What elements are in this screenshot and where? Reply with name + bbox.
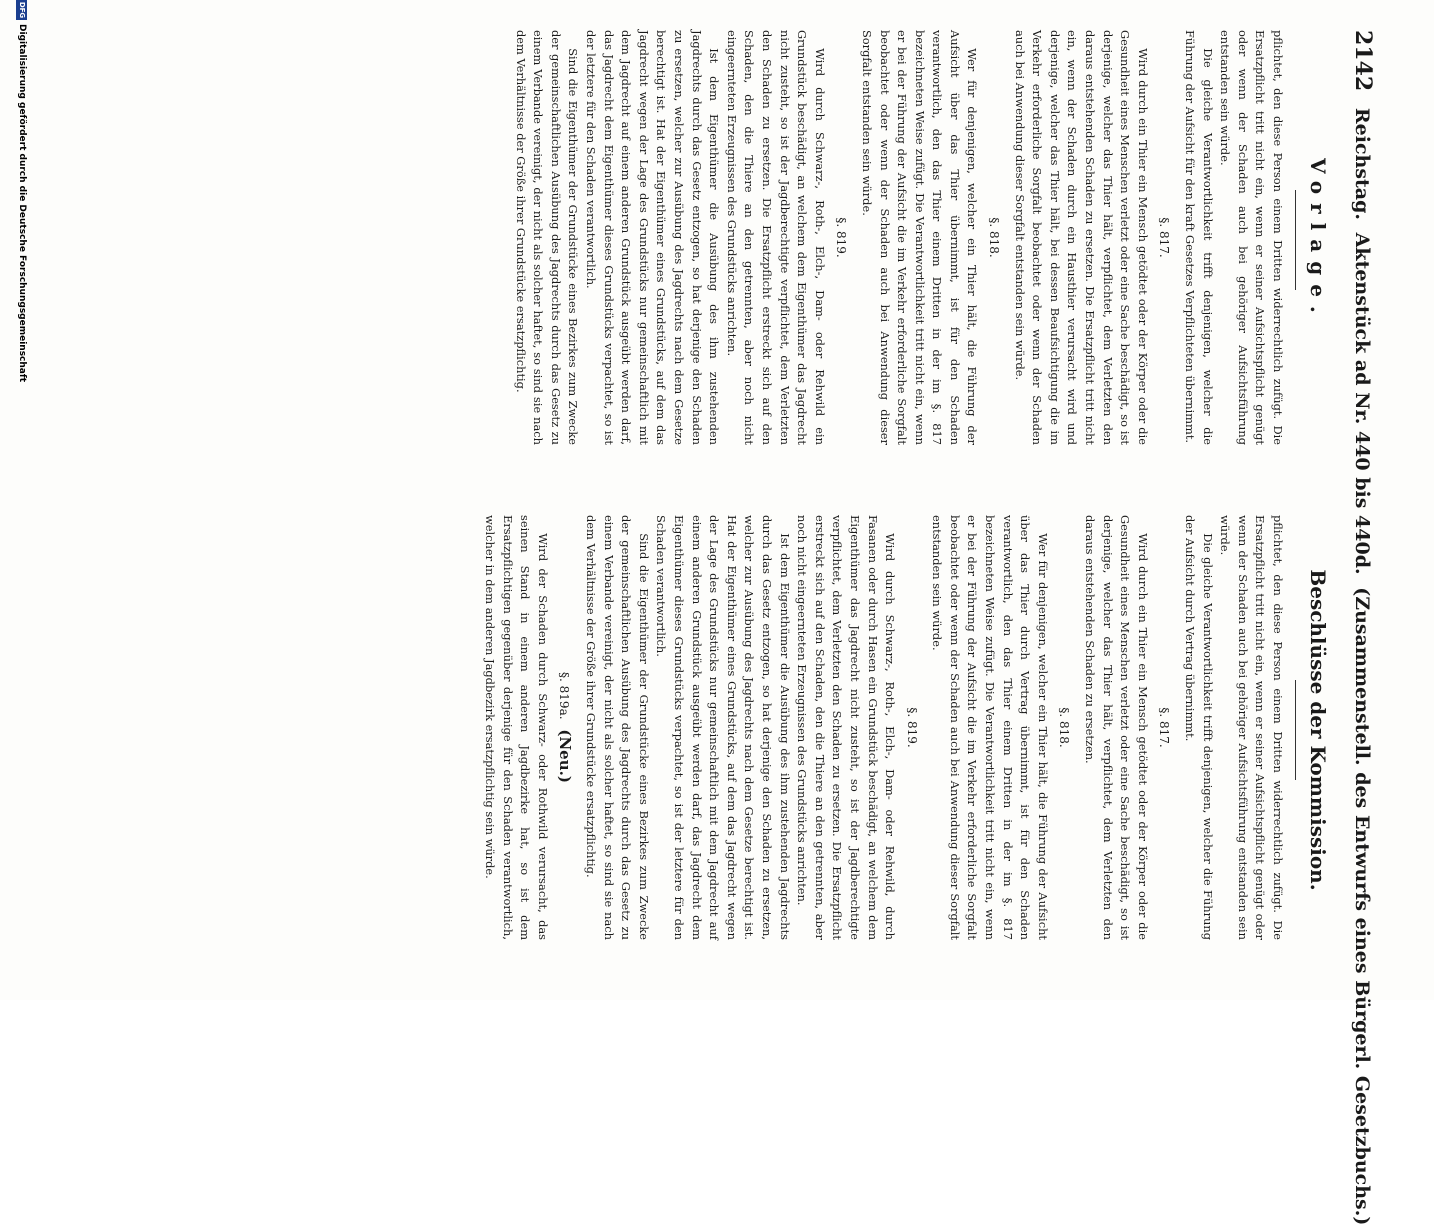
paragraph: Ist dem Eigenthümer die Ausübung des ihm zustehenden Jagdrechts durch das Gesetz entzogen, so hat derjenige den Schaden zu ersetzen, welcher zur Ausübung des Jagdrechts nach dem Gesetze berechtigt ist. Hat der Eigenthümer eines Grundstücks, auf dem das Jagdrecht wegen der Lage des Grundstücks nur gemeinschaftlich mit dem Jagdrecht auf einem anderen Grundstück ausgeübt werden darf, das Jagdrecht dem Eigenthümer dieses Grundstücks verpachtet, so ist der letztere für den Schaden verantwortlich. xyxy=(584,30,722,445)
dfg-logo: DFG xyxy=(18,1,26,19)
paragraph: Wird durch Schwarz-, Roth-, Elch-, Dam- oder Rehwild, durch Fasanen oder durch Hasen ein Grundstück beschädigt, an welchem dem Eigenthümer das Jagdrecht nicht zusteht, so ist der Jagdberechtigte verpflichtet, dem Verletzten den Schaden zu ersetzen. Die Ersatzpflicht erstreckt sich auf den Schaden, den die Thiere an den getrennten, aber noch nicht eingeernteten Erzeugnissen des Grundstücks anrichten. xyxy=(795,515,898,940)
section-title: §. 818. xyxy=(987,217,1002,258)
section-title: §. 818. xyxy=(1057,707,1072,748)
header-title: Aktenstück ad Nr. 440 bis 440d. xyxy=(1351,232,1373,575)
header-subtitle: (Zusammenstell. des Entwurfs eines Bürgerl. Gesetzbuchs.) xyxy=(1351,587,1373,1225)
page-header xyxy=(1336,30,1376,1225)
right-column xyxy=(480,515,1286,940)
page-number: 2142 xyxy=(1350,30,1376,92)
paragraph: Wird durch ein Thier ein Mensch getödtet oder der Körper oder die Gesundheit eines Menschen verletzt oder eine Sache beschädigt, so ist derjenige, welcher das Thier hält, verpflichtet, dem Verletzten den daraus entstehenden Schaden zu ersetzen. Die Ersatzpflicht tritt nicht ein, wenn der Schaden durch ein Hausthier verursacht wird und derjenige, welcher das Thier hält, bei dessen Beaufsichtigung die im Verkehr erforderliche Sorgfalt beobachtet oder wenn der Schaden auch bei Anwendung dieser Sorgfalt entstanden sein würde. xyxy=(1012,30,1150,445)
left-heading-rule xyxy=(1295,190,1296,290)
paragraph: Wird durch ein Thier ein Mensch getödtet oder der Körper oder die Gesundheit eines Menschen verletzt oder eine Sache beschädigt, so ist derjenige, welcher das Thier hält, verpflichtet, dem Verletzten den daraus entstehenden Schaden zu ersetzen. xyxy=(1083,515,1150,940)
section-title: §. 817. xyxy=(1157,217,1172,258)
paragraph: Die gleiche Verantwortlichkeit trifft denjenigen, welcher die Führung der Aufsicht für den kraft Gesetzes Verpflichteten übernimmt. xyxy=(1183,30,1215,445)
section-title-819a xyxy=(555,515,574,940)
paragraph: Die gleiche Verantwortlichkeit trifft denjenigen, welcher die Führung der Aufsicht durch Vertrag übernimmt. xyxy=(1183,515,1215,940)
paragraph: Ist dem Eigenthümer die Ausübung des ihm zustehenden Jagdrechts durch das Gesetz entzogen, so hat derjenige den Schaden zu ersetzen, welcher zur Ausübung des Jagdrechts nach dem Gesetze berechtigt ist. Hat der Eigenthümer eines Grundstücks, auf dem das Jagdrecht wegen der Lage des Grundstücks nur gemeinschaftlich mit dem Jagdrecht auf einem anderen Grundstück ausgeübt werden darf, das Jagdrecht dem Eigenthümer dieses Grundstücks verpachtet, so ist der letztere für den Schaden verantwortlich. xyxy=(654,515,792,940)
section-title: §. 817. xyxy=(1157,707,1172,748)
digitization-footer xyxy=(8,0,30,1000)
paragraph: Wird durch Schwarz-, Roth-, Elch-, Dam- oder Rehwild ein Grundstück beschädigt, an welchem dem Eigenthümer das Jagdrecht nicht zusteht, so ist der Jagdberechtigte verpflichtet, dem Verletzten den Schaden zu ersetzen. Die Ersatzpflicht erstreckt sich auf den Schaden, den die Thiere an den getrennten, aber noch nicht eingeernteten Erzeugnissen des Grundstücks anrichten. xyxy=(724,30,827,445)
right-heading-rule xyxy=(1295,680,1296,780)
left-column-heading: Vorlage. xyxy=(1306,158,1330,322)
paragraph: pflichtet, den diese Person einem Dritten widerrechtlich zufügt. Die Ersatzpflicht tritt nicht ein, wenn er seiner Aufsichtspflicht genügt oder wenn der Schaden auch bei gehöriger Aufsichtsführung entstanden sein würde. xyxy=(1218,30,1285,445)
footer-text: Digitalisierung gefördert durch die Deutsche Forschungsgemeinschaft xyxy=(17,24,27,383)
paragraph: Wer für denjenigen, welcher ein Thier hält, die Führung der Aufsicht über das Thier übernimmt, ist für den Schaden verantwortlich, den das Thier einem Dritten in der im §. 817 bezeichneten Weise zufügt. Die Verantwortlichkeit tritt nicht ein, wenn er bei der Führung der Aufsicht die im Verkehr erforderliche Sorgfalt beobachtet oder wenn der Schaden auch bei Anwendung dieser Sorgfalt entstanden sein würde. xyxy=(859,30,980,445)
section-title: §. 819. xyxy=(904,707,919,748)
paragraph: pflichtet, den diese Person einem Dritten widerrechtlich zufügt. Die Ersatzpflicht tritt nicht ein, wenn er seiner Aufsichtspflicht genügt oder wenn der Schaden auch bei gehöriger Aufsichtsführung entstanden sein würde. xyxy=(1218,515,1285,940)
paragraph: Wird der Schaden durch Schwarz- oder Rothwild verursacht, das seinen Stand in einem anderen Jagdbezirke hat, so ist dem Ersatzpflichtigen gegenüber derjenige für den Schaden verantwortlich, welcher in dem anderen Jagdbezirk ersatzpflichtig sein würde. xyxy=(483,515,550,940)
right-column-heading: Beschlüsse der Kommission. xyxy=(1306,569,1330,891)
paragraph: Sind die Eigenthümer der Grundstücke eines Bezirkes zum Zwecke der gemeinschaftlichen Ausübung des Jagdrechts durch das Gesetz zu einem Verbande vereinigt, der nicht als solcher haftet, so sind sie nach dem Verhältnisse der Größe ihrer Grundstücke ersatzpflichtig. xyxy=(584,515,651,940)
paragraph: Sind die Eigenthümer der Grundstücke eines Bezirkes zum Zwecke der gemeinschaftlichen Ausübung des Jagdrechts durch das Gesetz zu einem Verbande vereinigt, der nicht als solcher haftet, so sind sie nach dem Verhältnisse der Größe ihrer Grundstücke ersatzpflichtig. xyxy=(513,30,581,445)
paragraph: Wer für denjenigen, welcher ein Thier hält, die Führung der Aufsicht über das Thier durch Vertrag übernimmt, ist für den Schaden verantwortlich, den das Thier einem Dritten in der im §. 817 bezeichneten Weise zufügt. Die Verantwortlichkeit tritt nicht ein, wenn er bei der Führung der Aufsicht die im Verkehr erforderliche Sorgfalt beobachtet oder wenn der Schaden auch bei Anwendung dieser Sorgfalt entstanden sein würde. xyxy=(930,515,1050,940)
section-number: §. 819a. xyxy=(557,672,572,720)
header-label: Reichstag. xyxy=(1351,107,1373,221)
section-title: §. 819. xyxy=(834,217,849,258)
left-column xyxy=(511,30,1286,445)
new-tag: (Neu.) xyxy=(556,729,575,783)
